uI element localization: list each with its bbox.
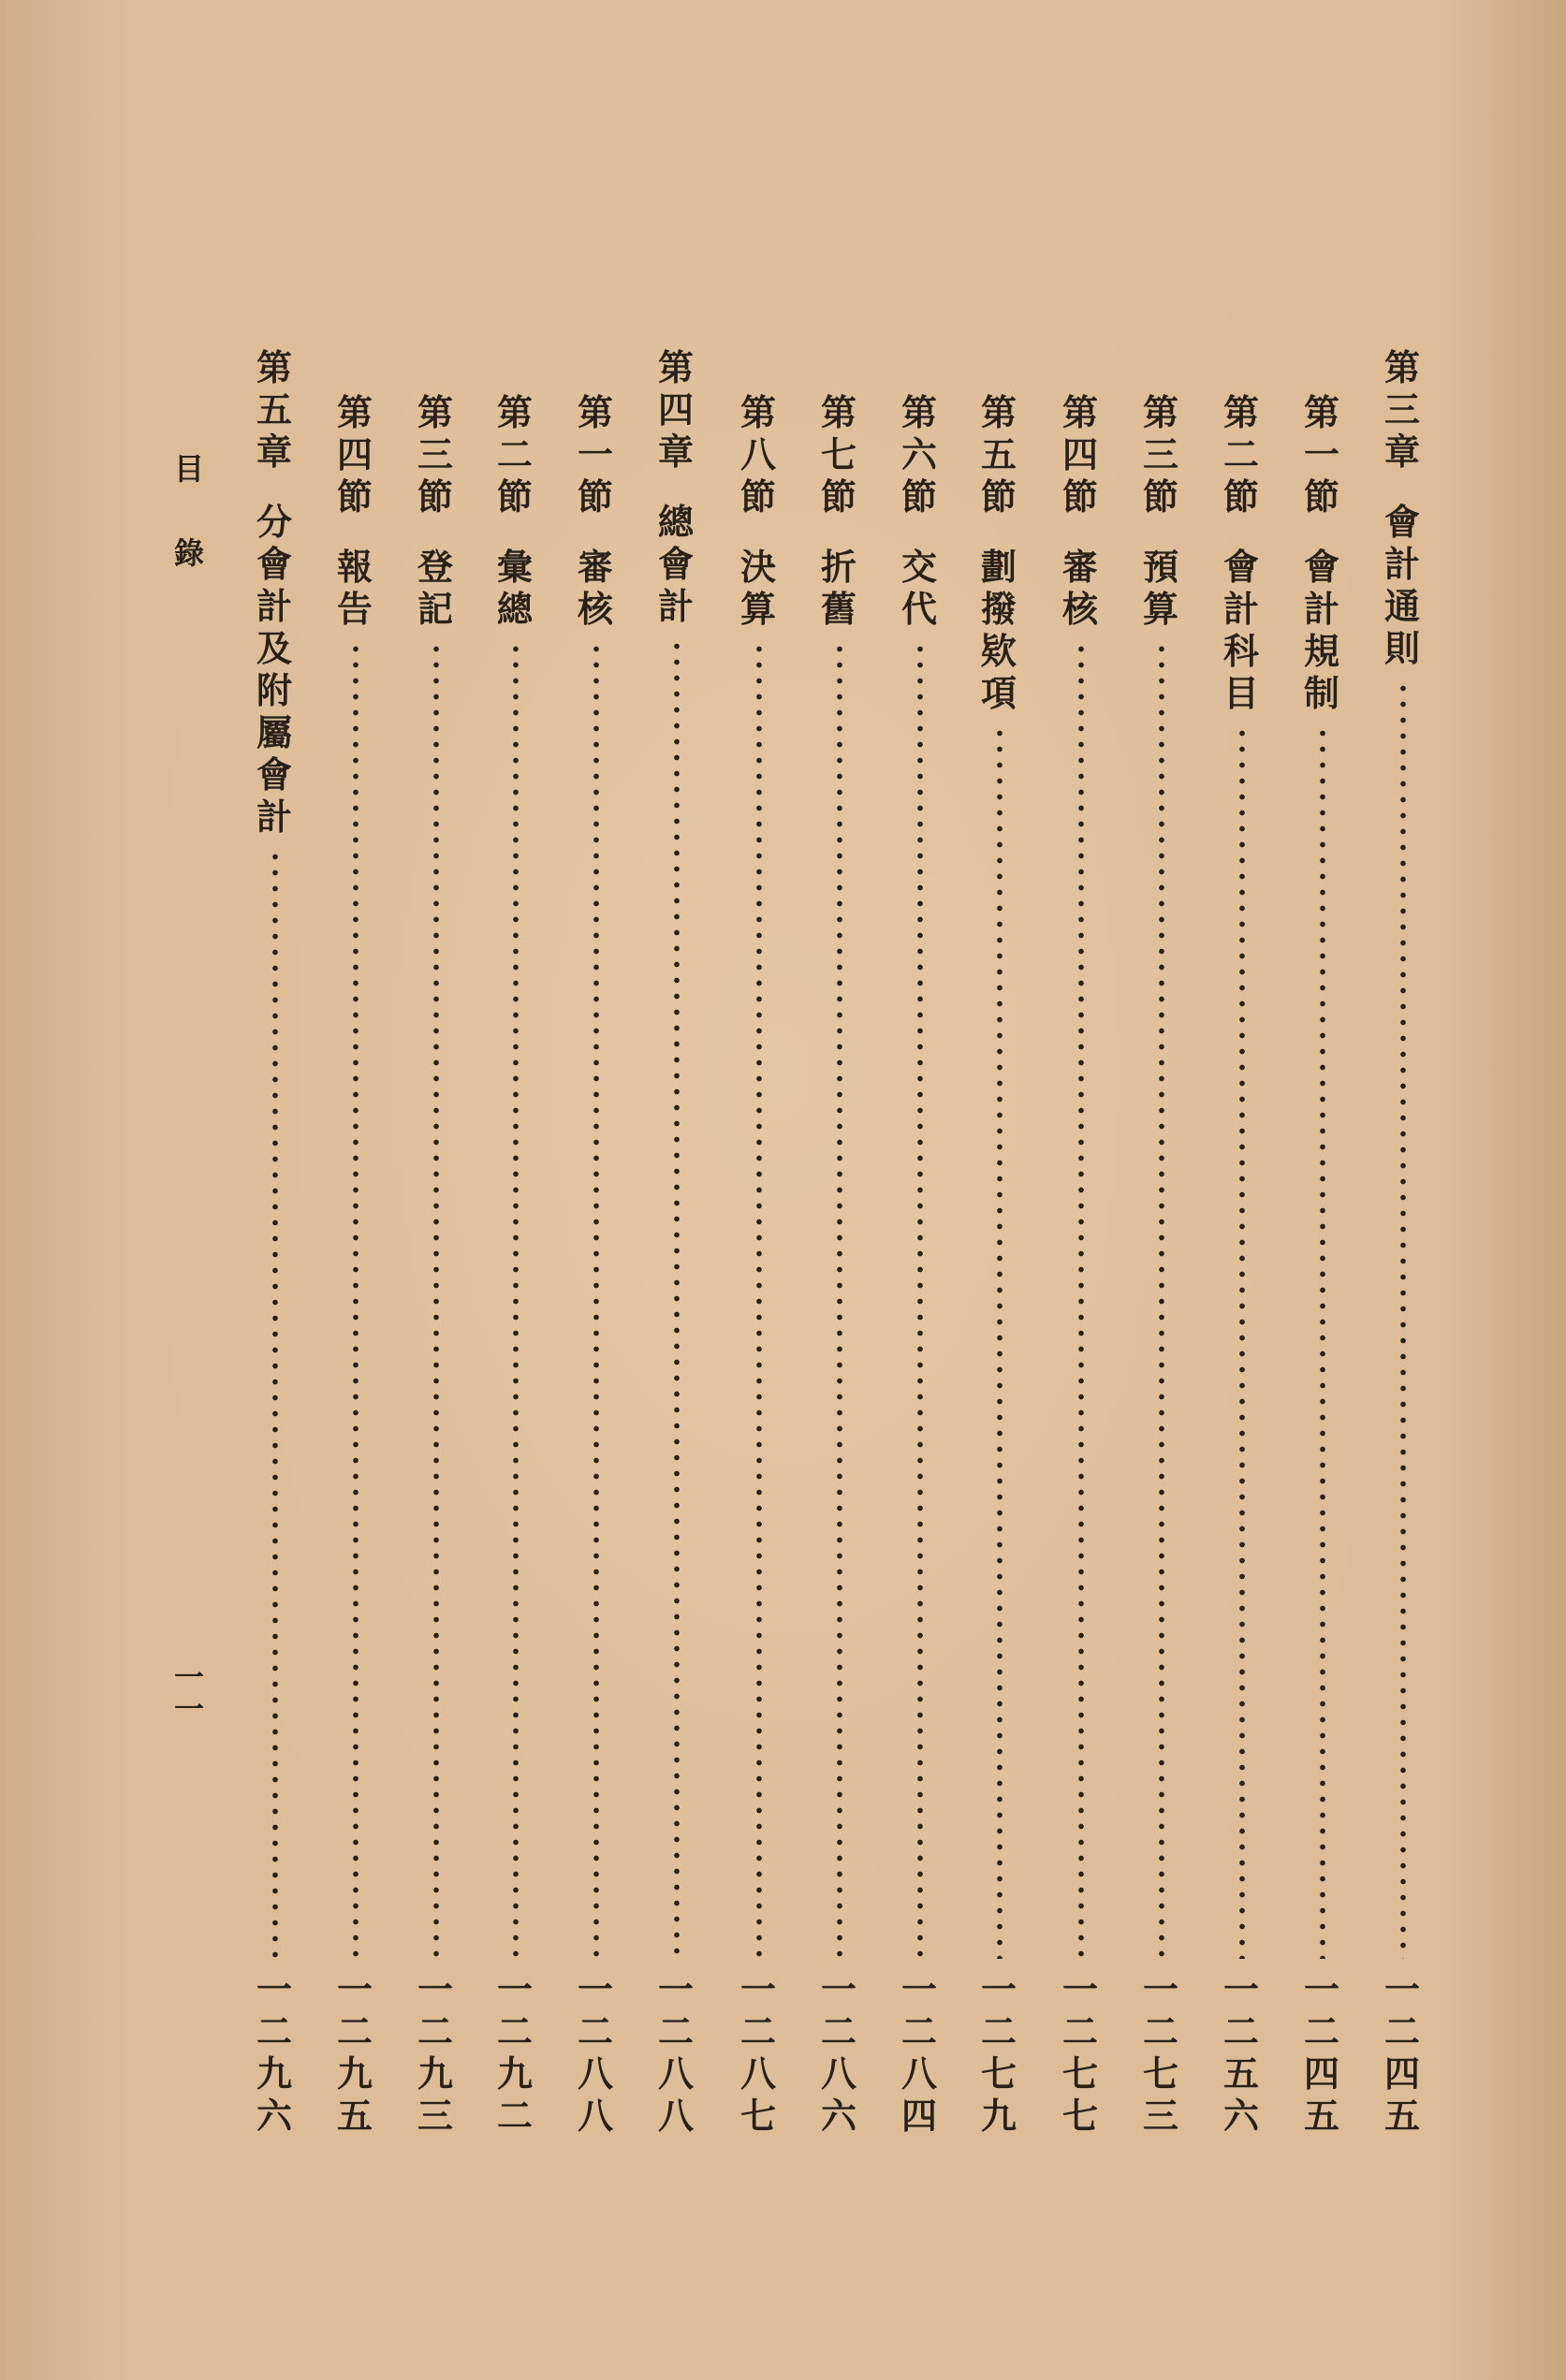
page-number-char: 一 (1142, 1968, 1178, 2010)
toc-section-entry[interactable] (1052, 0, 1108, 2380)
entry-title (740, 546, 776, 630)
entry-label-char: 第 (739, 391, 776, 433)
page-number-char: 四 (1303, 2052, 1339, 2095)
entry-heading (1374, 346, 1430, 669)
entry-title (1384, 501, 1420, 669)
entry-label-char: 四 (657, 388, 694, 431)
toc-section-entry[interactable] (811, 0, 867, 2380)
entry-heading (487, 391, 543, 630)
entry-label (821, 391, 856, 518)
entry-page-number (1133, 1968, 1189, 2137)
entry-label-char: 節 (900, 475, 937, 518)
entry-label-char: 章 (1383, 431, 1420, 473)
entry-page-number (1374, 1968, 1430, 2137)
dot-leader (1077, 641, 1085, 1959)
page-number-char: 二 (1222, 2010, 1259, 2052)
entry-title-char: 科 (1222, 630, 1259, 672)
toc-section-entry[interactable] (1133, 0, 1189, 2380)
dot-leader (593, 641, 600, 1959)
entry-title-char: 計 (1383, 543, 1420, 585)
page-number-char: 六 (1222, 2095, 1259, 2137)
entry-page-number (327, 1968, 383, 2137)
entry-label-char: 一 (1303, 433, 1339, 475)
page-number-char: 七 (739, 2095, 776, 2137)
entry-title-char: 算 (739, 588, 776, 630)
entry-title (497, 546, 533, 630)
dot-leader (755, 641, 763, 1959)
page-number-char: 二 (739, 2010, 776, 2052)
entry-page-number (971, 1968, 1027, 2137)
entry-title-char: 則 (1383, 627, 1420, 669)
entry-page-number (730, 1968, 786, 2137)
page-number-char: 二 (1142, 2010, 1178, 2052)
page-number-char: 八 (577, 2095, 613, 2137)
page-number-char: 一 (1303, 1968, 1339, 2010)
entry-label-char: 節 (1222, 475, 1259, 518)
dot-leader (836, 641, 843, 1959)
page-number-char: 一 (900, 1968, 937, 2010)
page-number-char: 四 (1383, 2052, 1420, 2095)
entry-heading (648, 346, 704, 627)
page-number-char: 二 (1303, 2010, 1339, 2052)
page-number-char: 三 (1142, 2095, 1178, 2137)
entry-title-char: 項 (980, 672, 1017, 714)
page-number-char: 七 (980, 2052, 1017, 2095)
dot-leader (352, 641, 359, 1959)
dot-leader (432, 641, 440, 1959)
entry-title (821, 546, 856, 630)
entry-title-char: 核 (577, 588, 613, 630)
page-number-char: 九 (336, 2052, 373, 2095)
entry-label-char: 第 (1383, 346, 1420, 388)
page-number-char: 六 (820, 2095, 856, 2137)
entry-label-char: 節 (417, 475, 453, 518)
entry-title-char: 會 (1303, 546, 1339, 588)
dot-leader (673, 638, 681, 1959)
entry-page-number (246, 1968, 302, 2137)
page-number-char: 二 (496, 2010, 533, 2052)
entry-label (981, 391, 1017, 518)
entry-title (981, 546, 1017, 714)
entry-label (740, 391, 776, 518)
entry-label-char: 二 (496, 433, 533, 475)
page-number-char: 一 (417, 1968, 453, 2010)
entry-label-char: 第 (820, 391, 856, 433)
page-number-char: 二 (496, 2095, 533, 2137)
entry-label (1384, 346, 1420, 473)
entry-page-number (891, 1968, 947, 2137)
entry-label-char: 一 (577, 433, 613, 475)
entry-label-char: 三 (1142, 433, 1178, 475)
page-number-char: 八 (577, 2052, 613, 2095)
entry-title-char: 總 (657, 501, 694, 543)
toc-section-entry[interactable] (730, 0, 786, 2380)
entry-title (337, 546, 373, 630)
entry-title (901, 546, 937, 630)
entry-heading (1052, 391, 1108, 630)
dot-leader (512, 641, 520, 1959)
page-number-char: 二 (820, 2010, 856, 2052)
entry-title-char: 計 (256, 796, 292, 838)
entry-label-char: 章 (256, 431, 292, 473)
page-number-char: 一 (496, 1968, 533, 2010)
page-number-char: 五 (1383, 2095, 1420, 2137)
entry-title-char: 計 (256, 585, 292, 627)
page-number-char: 二 (417, 2010, 453, 2052)
entry-label-char: 節 (820, 475, 856, 518)
entry-label-char: 三 (1383, 388, 1420, 431)
entry-title-char: 欵 (980, 630, 1017, 672)
page-number-char: 二 (336, 2010, 373, 2052)
entry-label-char: 三 (417, 433, 453, 475)
page-number-char: 五 (1303, 2095, 1339, 2137)
toc-section-entry[interactable] (1213, 0, 1269, 2380)
entry-heading (407, 391, 463, 630)
folio-number (170, 1661, 208, 1725)
entry-heading (1133, 391, 1189, 630)
entry-label (417, 391, 453, 518)
entry-label-char: 第 (256, 346, 292, 388)
toc-section-entry[interactable] (1294, 0, 1350, 2380)
page-number-char: 一 (820, 1968, 856, 2010)
page-number-char: 二 (900, 2010, 937, 2052)
dot-leader (996, 725, 1003, 1959)
entry-heading (730, 391, 786, 630)
entry-title (417, 546, 453, 630)
entry-label-char: 節 (1142, 475, 1178, 518)
entry-label-char: 第 (980, 391, 1017, 433)
entry-page-number (1294, 1968, 1350, 2137)
folio-char: 一 (173, 1691, 204, 1727)
entry-label-char: 七 (820, 433, 856, 475)
entry-title-char: 彙 (496, 546, 533, 588)
entry-heading (246, 346, 302, 838)
entry-title-char: 舊 (820, 588, 856, 630)
entry-title-char: 目 (1222, 672, 1259, 714)
entry-label-char: 第 (1222, 391, 1259, 433)
entry-title-char: 審 (1061, 546, 1098, 588)
entry-title-char: 屬 (256, 711, 292, 753)
toc-chapter-entry[interactable] (1374, 0, 1430, 2380)
entry-label (337, 391, 373, 518)
entry-title-char: 計 (657, 585, 694, 627)
toc-chapter-entry[interactable] (648, 0, 704, 2380)
entry-title-char: 計 (1303, 588, 1339, 630)
entry-label-char: 節 (980, 475, 1017, 518)
entry-page-number (1213, 1968, 1269, 2137)
page-number-char: 二 (577, 2010, 613, 2052)
dot-leader (916, 641, 924, 1959)
entry-page-number (407, 1968, 463, 2137)
entry-label-char: 五 (256, 388, 292, 431)
entry-label (256, 346, 292, 473)
entry-heading (1213, 391, 1269, 714)
entry-label (658, 346, 694, 473)
entry-label-char: 四 (336, 433, 373, 475)
entry-title-char: 交 (900, 546, 937, 588)
entry-label-char: 第 (336, 391, 373, 433)
page-number-char: 五 (1222, 2052, 1259, 2095)
page-number-char: 一 (739, 1968, 776, 2010)
page-number-char: 一 (1383, 1968, 1420, 2010)
page-number-char: 七 (1061, 2095, 1098, 2137)
toc-chapter-entry[interactable] (246, 0, 302, 2380)
entry-title-char: 預 (1142, 546, 1178, 588)
page-number-char: 一 (657, 1968, 694, 2010)
dot-leader (1319, 725, 1326, 1959)
page-number-char: 四 (900, 2095, 937, 2137)
page-number-char: 一 (1061, 1968, 1098, 2010)
entry-title-char: 附 (256, 669, 292, 711)
entry-heading (567, 391, 623, 630)
entry-title-char: 會 (1383, 501, 1420, 543)
entry-page-number (567, 1968, 623, 2137)
entry-label-char: 節 (336, 475, 373, 518)
entry-label-char: 節 (1303, 475, 1339, 518)
page-number-char: 五 (336, 2095, 373, 2137)
entry-title-char: 報 (336, 546, 373, 588)
page-number-char: 一 (1222, 1968, 1259, 2010)
entry-title (1062, 546, 1098, 630)
page-number-char: 八 (739, 2052, 776, 2095)
entry-label (1304, 391, 1339, 518)
entry-page-number (1052, 1968, 1108, 2137)
entry-label-char: 第 (496, 391, 533, 433)
toc-section-entry[interactable] (327, 0, 383, 2380)
toc-section-entry[interactable] (891, 0, 947, 2380)
entry-heading (1294, 391, 1350, 714)
entry-title (578, 546, 613, 630)
entry-label-char: 二 (1222, 433, 1259, 475)
entry-label-char: 第 (577, 391, 613, 433)
entry-page-number (648, 1968, 704, 2137)
page-number-char: 七 (1142, 2052, 1178, 2095)
toc-section-entry[interactable] (487, 0, 543, 2380)
entry-label-char: 章 (657, 431, 694, 473)
entry-title (658, 501, 694, 627)
toc-section-entry[interactable] (407, 0, 463, 2380)
entry-heading (811, 391, 867, 630)
entry-title-char: 核 (1061, 588, 1098, 630)
page-number-char: 二 (1061, 2010, 1098, 2052)
page-number-char: 一 (336, 1968, 373, 2010)
entry-title-char: 計 (1222, 588, 1259, 630)
entry-title-char: 會 (256, 753, 292, 796)
toc-section-entry[interactable] (567, 0, 623, 2380)
page-number-char: 七 (1061, 2052, 1098, 2095)
page-number-char: 六 (256, 2095, 292, 2137)
entry-label (1223, 391, 1259, 518)
entry-page-number (811, 1968, 867, 2137)
page-number-char: 一 (577, 1968, 613, 2010)
entry-title-char: 會 (657, 543, 694, 585)
dot-leader (1238, 725, 1246, 1959)
margin-title (170, 451, 208, 571)
entry-page-number (487, 1968, 543, 2137)
entry-title (256, 501, 292, 838)
entry-label-char: 第 (1142, 391, 1178, 433)
entry-title-char: 劃 (980, 546, 1017, 588)
entry-title-char: 及 (256, 627, 292, 669)
entry-label-char: 節 (739, 475, 776, 518)
page-number-char: 一 (980, 1968, 1017, 2010)
page-number-char: 二 (256, 2010, 292, 2052)
page-number-char: 二 (980, 2010, 1017, 2052)
entry-title-char: 制 (1303, 672, 1339, 714)
entry-title-char: 撥 (980, 588, 1017, 630)
entry-label-char: 五 (980, 433, 1017, 475)
margin-title-char: 目 (173, 451, 204, 487)
dot-leader (1399, 680, 1407, 1959)
entry-title-char: 告 (336, 588, 373, 630)
entry-title (1223, 546, 1259, 714)
entry-label-char: 六 (900, 433, 937, 475)
entry-label (901, 391, 937, 518)
entry-title (1143, 546, 1178, 630)
page-number-char: 三 (417, 2095, 453, 2137)
entry-heading (971, 391, 1027, 714)
entry-label-char: 節 (496, 475, 533, 518)
page-number-char: 二 (1383, 2010, 1420, 2052)
page-number-char: 九 (417, 2052, 453, 2095)
entry-title-char: 記 (417, 588, 453, 630)
entry-title-char: 代 (900, 588, 937, 630)
entry-label-char: 第 (900, 391, 937, 433)
entry-label-char: 八 (739, 433, 776, 475)
entry-label-char: 節 (1061, 475, 1098, 518)
entry-label (1062, 391, 1098, 518)
entry-title-char: 分 (256, 501, 292, 543)
entry-label-char: 四 (1061, 433, 1098, 475)
entry-label-char: 第 (1303, 391, 1339, 433)
toc-section-entry[interactable] (971, 0, 1027, 2380)
entry-title-char: 算 (1142, 588, 1178, 630)
page-number-char: 一 (256, 1968, 292, 2010)
page-number-char: 八 (657, 2052, 694, 2095)
page-number-char: 九 (980, 2095, 1017, 2137)
entry-title-char: 決 (739, 546, 776, 588)
entry-title-char: 折 (820, 546, 856, 588)
entry-label-char: 第 (657, 346, 694, 388)
entry-title-char: 總 (496, 588, 533, 630)
page-number-char: 九 (496, 2052, 533, 2095)
page-number-char: 二 (657, 2010, 694, 2052)
dot-leader (271, 849, 279, 1959)
entry-title-char: 會 (256, 543, 292, 585)
margin-title-char: 錄 (173, 535, 204, 571)
page-number-char: 八 (820, 2052, 856, 2095)
page-number-char: 八 (900, 2052, 937, 2095)
entry-heading (891, 391, 947, 630)
entry-label (1143, 391, 1178, 518)
entry-label (497, 391, 533, 518)
entry-title-char: 登 (417, 546, 453, 588)
entry-label-char: 第 (1061, 391, 1098, 433)
entry-label-char: 節 (577, 475, 613, 518)
entry-title-char: 通 (1383, 585, 1420, 627)
entry-title (1304, 546, 1339, 714)
page-number-char: 九 (256, 2052, 292, 2095)
page-number-char: 八 (657, 2095, 694, 2137)
folio-char: 一 (173, 1659, 204, 1695)
entry-title-char: 規 (1303, 630, 1339, 672)
entry-title-char: 會 (1222, 546, 1259, 588)
entry-heading (327, 391, 383, 630)
dot-leader (1158, 641, 1165, 1959)
entry-label (578, 391, 613, 518)
entry-title-char: 審 (577, 546, 613, 588)
entry-label-char: 第 (417, 391, 453, 433)
